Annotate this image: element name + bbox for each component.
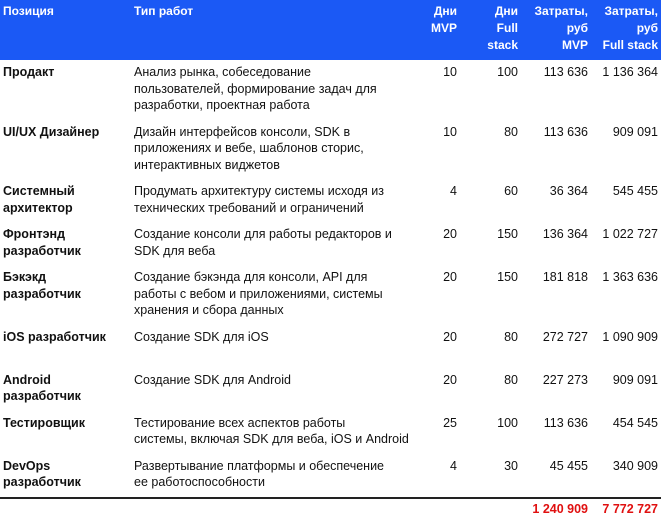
days-mvp-cell: 20	[420, 368, 460, 411]
cost-mvp-cell: 181 818	[521, 265, 591, 325]
position-cell: Фронтэнд разработчик	[0, 222, 131, 265]
position-cell: Тестировщик	[0, 411, 131, 454]
cost-full-cell: 1 022 727	[591, 222, 661, 265]
days-full-cell: 150	[460, 222, 521, 265]
work-type-cell: Продумать архитектуру системы исходя из технических требований и ограничений	[131, 179, 420, 222]
header-days-full: Дни Full stack	[460, 0, 521, 60]
cost-full-cell: 909 091	[591, 368, 661, 411]
work-type-cell: Создание бэкэнда для консоли, API для работы с вебом и приложениями, системы хранения и сбора данных	[131, 265, 420, 325]
cost-full-cell: 1 090 909	[591, 325, 661, 368]
days-full-cell: 100	[460, 411, 521, 454]
days-mvp-cell: 10	[420, 120, 460, 180]
days-full-cell: 80	[460, 325, 521, 368]
position-cell: Продакт	[0, 60, 131, 120]
days-mvp-cell: 25	[420, 411, 460, 454]
table-row	[0, 265, 661, 325]
position-cell: Бэкэкд разработчик	[0, 265, 131, 325]
header-cost-mvp: Затраты, руб MVP	[521, 0, 591, 60]
work-type-cell: Анализ рынка, собеседование пользователей, формирование задач для разработки, проектная работа	[131, 60, 420, 120]
days-full-cell: 80	[460, 120, 521, 180]
table-row	[0, 411, 661, 454]
total-cost-full: 7 772 727	[591, 498, 661, 523]
cost-mvp-cell: 227 273	[521, 368, 591, 411]
cost-mvp-cell: 113 636	[521, 411, 591, 454]
header-days-mvp: Дни MVP	[420, 0, 460, 60]
position-cell: UI/UX Дизайнер	[0, 120, 131, 180]
days-mvp-cell: 20	[420, 325, 460, 368]
cost-mvp-cell: 272 727	[521, 325, 591, 368]
work-type-cell: Создание SDK для iOS	[131, 325, 420, 368]
cost-mvp-cell: 136 364	[521, 222, 591, 265]
cost-full-cell: 454 545	[591, 411, 661, 454]
cost-mvp-cell: 36 364	[521, 179, 591, 222]
work-type-cell: Создание SDK для Android	[131, 368, 420, 411]
days-mvp-cell: 10	[420, 60, 460, 120]
days-mvp-cell: 4	[420, 179, 460, 222]
table-row	[0, 120, 661, 180]
work-type-cell: Создание консоли для работы редакторов и SDK для веба	[131, 222, 420, 265]
table-header-row	[0, 0, 661, 60]
cost-mvp-cell: 113 636	[521, 60, 591, 120]
position-cell: DevOps разработчик	[0, 454, 131, 498]
days-full-cell: 30	[460, 454, 521, 498]
days-full-cell: 80	[460, 368, 521, 411]
days-mvp-cell: 4	[420, 454, 460, 498]
total-cost-mvp: 1 240 909	[521, 498, 591, 523]
table-row	[0, 179, 661, 222]
cost-full-cell: 545 455	[591, 179, 661, 222]
work-type-cell: Тестирование всех аспектов работы системы, включая SDK для веба, iOS и Android	[131, 411, 420, 454]
position-cell: Android разработчик	[0, 368, 131, 411]
work-type-cell: Дизайн интерфейсов консоли, SDK в приложениях и вебе, шаблонов сторис, интерактивных виджетов	[131, 120, 420, 180]
cost-mvp-cell: 45 455	[521, 454, 591, 498]
cost-full-cell: 1 136 364	[591, 60, 661, 120]
totals-row	[0, 498, 661, 523]
days-full-cell: 60	[460, 179, 521, 222]
table-row	[0, 222, 661, 265]
table-row	[0, 60, 661, 120]
days-mvp-cell: 20	[420, 222, 460, 265]
cost-full-cell: 909 091	[591, 120, 661, 180]
header-position: Позиция	[0, 0, 131, 60]
cost-mvp-cell: 113 636	[521, 120, 591, 180]
days-full-cell: 100	[460, 60, 521, 120]
table-row	[0, 368, 661, 411]
work-type-cell: Развертывание платформы и обеспечение ее работоспособности	[131, 454, 420, 498]
header-cost-full: Затраты, руб Full stack	[591, 0, 661, 60]
days-full-cell: 150	[460, 265, 521, 325]
cost-full-cell: 1 363 636	[591, 265, 661, 325]
position-cell: iOS разработчик	[0, 325, 131, 368]
header-work-type: Тип работ	[131, 0, 420, 60]
cost-full-cell: 340 909	[591, 454, 661, 498]
table-row	[0, 454, 661, 498]
days-mvp-cell: 20	[420, 265, 460, 325]
table-row	[0, 325, 661, 368]
position-cell: Системный архитектор	[0, 179, 131, 222]
